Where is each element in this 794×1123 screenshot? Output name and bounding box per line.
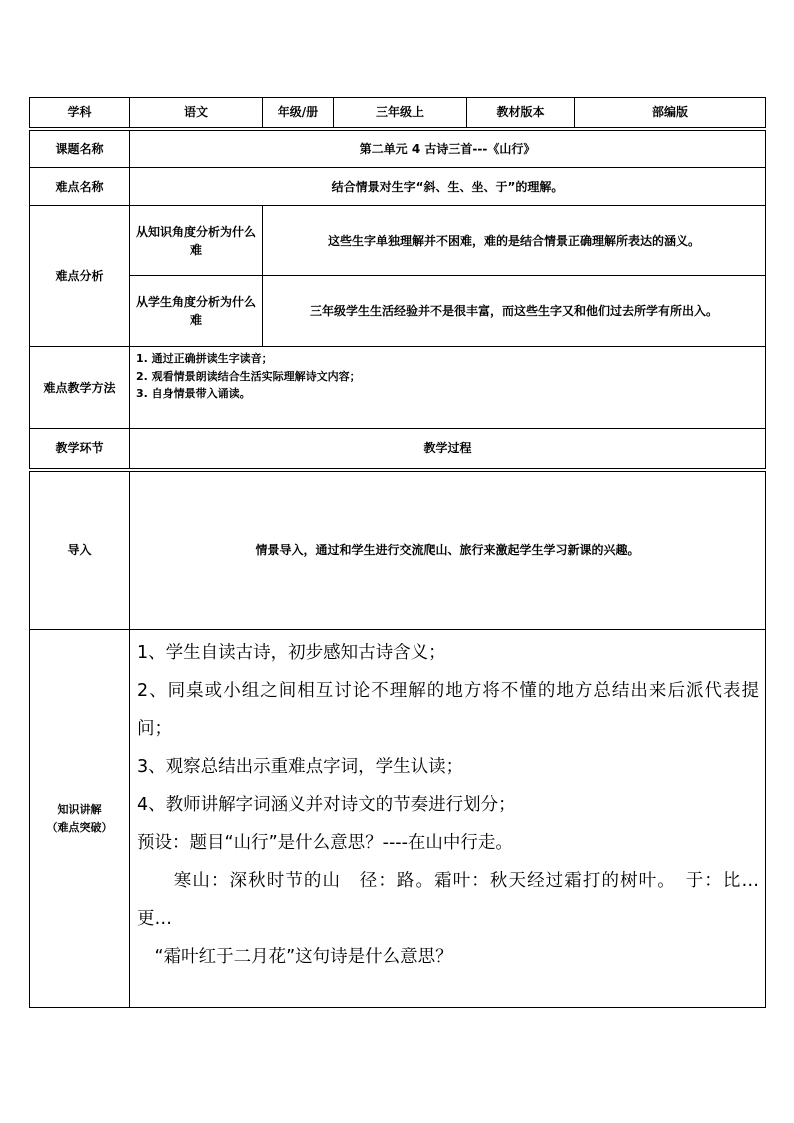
analysis-student-label: 从学生角度分析为什么难 (136, 295, 257, 327)
knowledge-line: 4、教师讲解字词涵义并对诗文的节奏进行划分； (137, 795, 516, 815)
edition-value: 部编版 (575, 98, 766, 129)
analysis-label: 难点分析 (30, 206, 130, 347)
topic-value: 第二单元 4 古诗三首---《山行》 (130, 129, 766, 168)
knowledge-label: 知识讲解 (57, 802, 102, 816)
knowledge-line: 1、学生自读古诗，初步感知古诗含义； (137, 643, 446, 663)
teaching-process-label: 教学过程 (130, 429, 766, 470)
topic-row (30, 129, 766, 168)
teaching-link-label: 教学环节 (30, 429, 130, 470)
analysis-student-value: 三年级学生生活经验并不是很丰富，而这些生字又和他们过去所学有所出入。 (263, 276, 766, 347)
methods-row (30, 347, 766, 429)
lesson-plan-table (29, 97, 766, 1008)
subject-value: 语文 (130, 98, 263, 129)
knowledge-sublabel: （难点突破） (46, 820, 113, 834)
difficulty-row (30, 168, 766, 206)
knowledge-line: 预设：题目“山行”是什么意思？----在山中行走。 (137, 833, 513, 853)
edition-label: 教材版本 (467, 98, 575, 129)
knowledge-row (30, 630, 766, 1008)
topic-label: 课题名称 (30, 129, 130, 168)
methods-list (130, 350, 765, 403)
knowledge-line: 寒山：深秋时节的山 径：路。霜叶：秋天经过霜打的树叶。 于：比…更… (137, 871, 759, 929)
grade-label: 年级/册 (263, 98, 334, 129)
teaching-link-row (30, 429, 766, 470)
intro-row (30, 470, 766, 630)
difficulty-value: 结合情景对生字“斜、生、坐、于”的理解。 (130, 168, 766, 206)
analysis-knowledge-label: 从知识角度分析为什么难 (136, 224, 257, 257)
knowledge-line: 3、观察总结出示重难点字词，学生认读； (137, 757, 464, 777)
analysis-knowledge-row (30, 206, 766, 276)
methods-label: 难点教学方法 (30, 347, 130, 429)
grade-value: 三年级上 (334, 98, 467, 129)
knowledge-line: 2、同桌或小组之间相互讨论不理解的地方将不懂的地方总结出来后派代表提问； (137, 681, 759, 739)
knowledge-content (130, 630, 766, 1008)
methods-item: 3. 自身情景带入诵读。 (136, 387, 251, 401)
analysis-student-row (30, 276, 766, 347)
analysis-knowledge-value: 这些生字单独理解并不困难，难的是结合情景正确理解所表达的涵义。 (263, 206, 766, 276)
intro-label: 导入 (30, 470, 130, 630)
subject-label: 学科 (30, 98, 130, 129)
knowledge-line: “霜叶红于二月花”这句诗是什么意思？ (154, 947, 453, 967)
methods-item: 2. 观看情景朗读结合生活实际理解诗文内容； (136, 369, 361, 383)
header-row (30, 98, 766, 129)
intro-value: 情景导入，通过和学生进行交流爬山、旅行来激起学生学习新课的兴趣。 (130, 470, 766, 630)
difficulty-label: 难点名称 (30, 168, 130, 206)
methods-item: 1. 通过正确拼读生字读音； (136, 352, 273, 365)
